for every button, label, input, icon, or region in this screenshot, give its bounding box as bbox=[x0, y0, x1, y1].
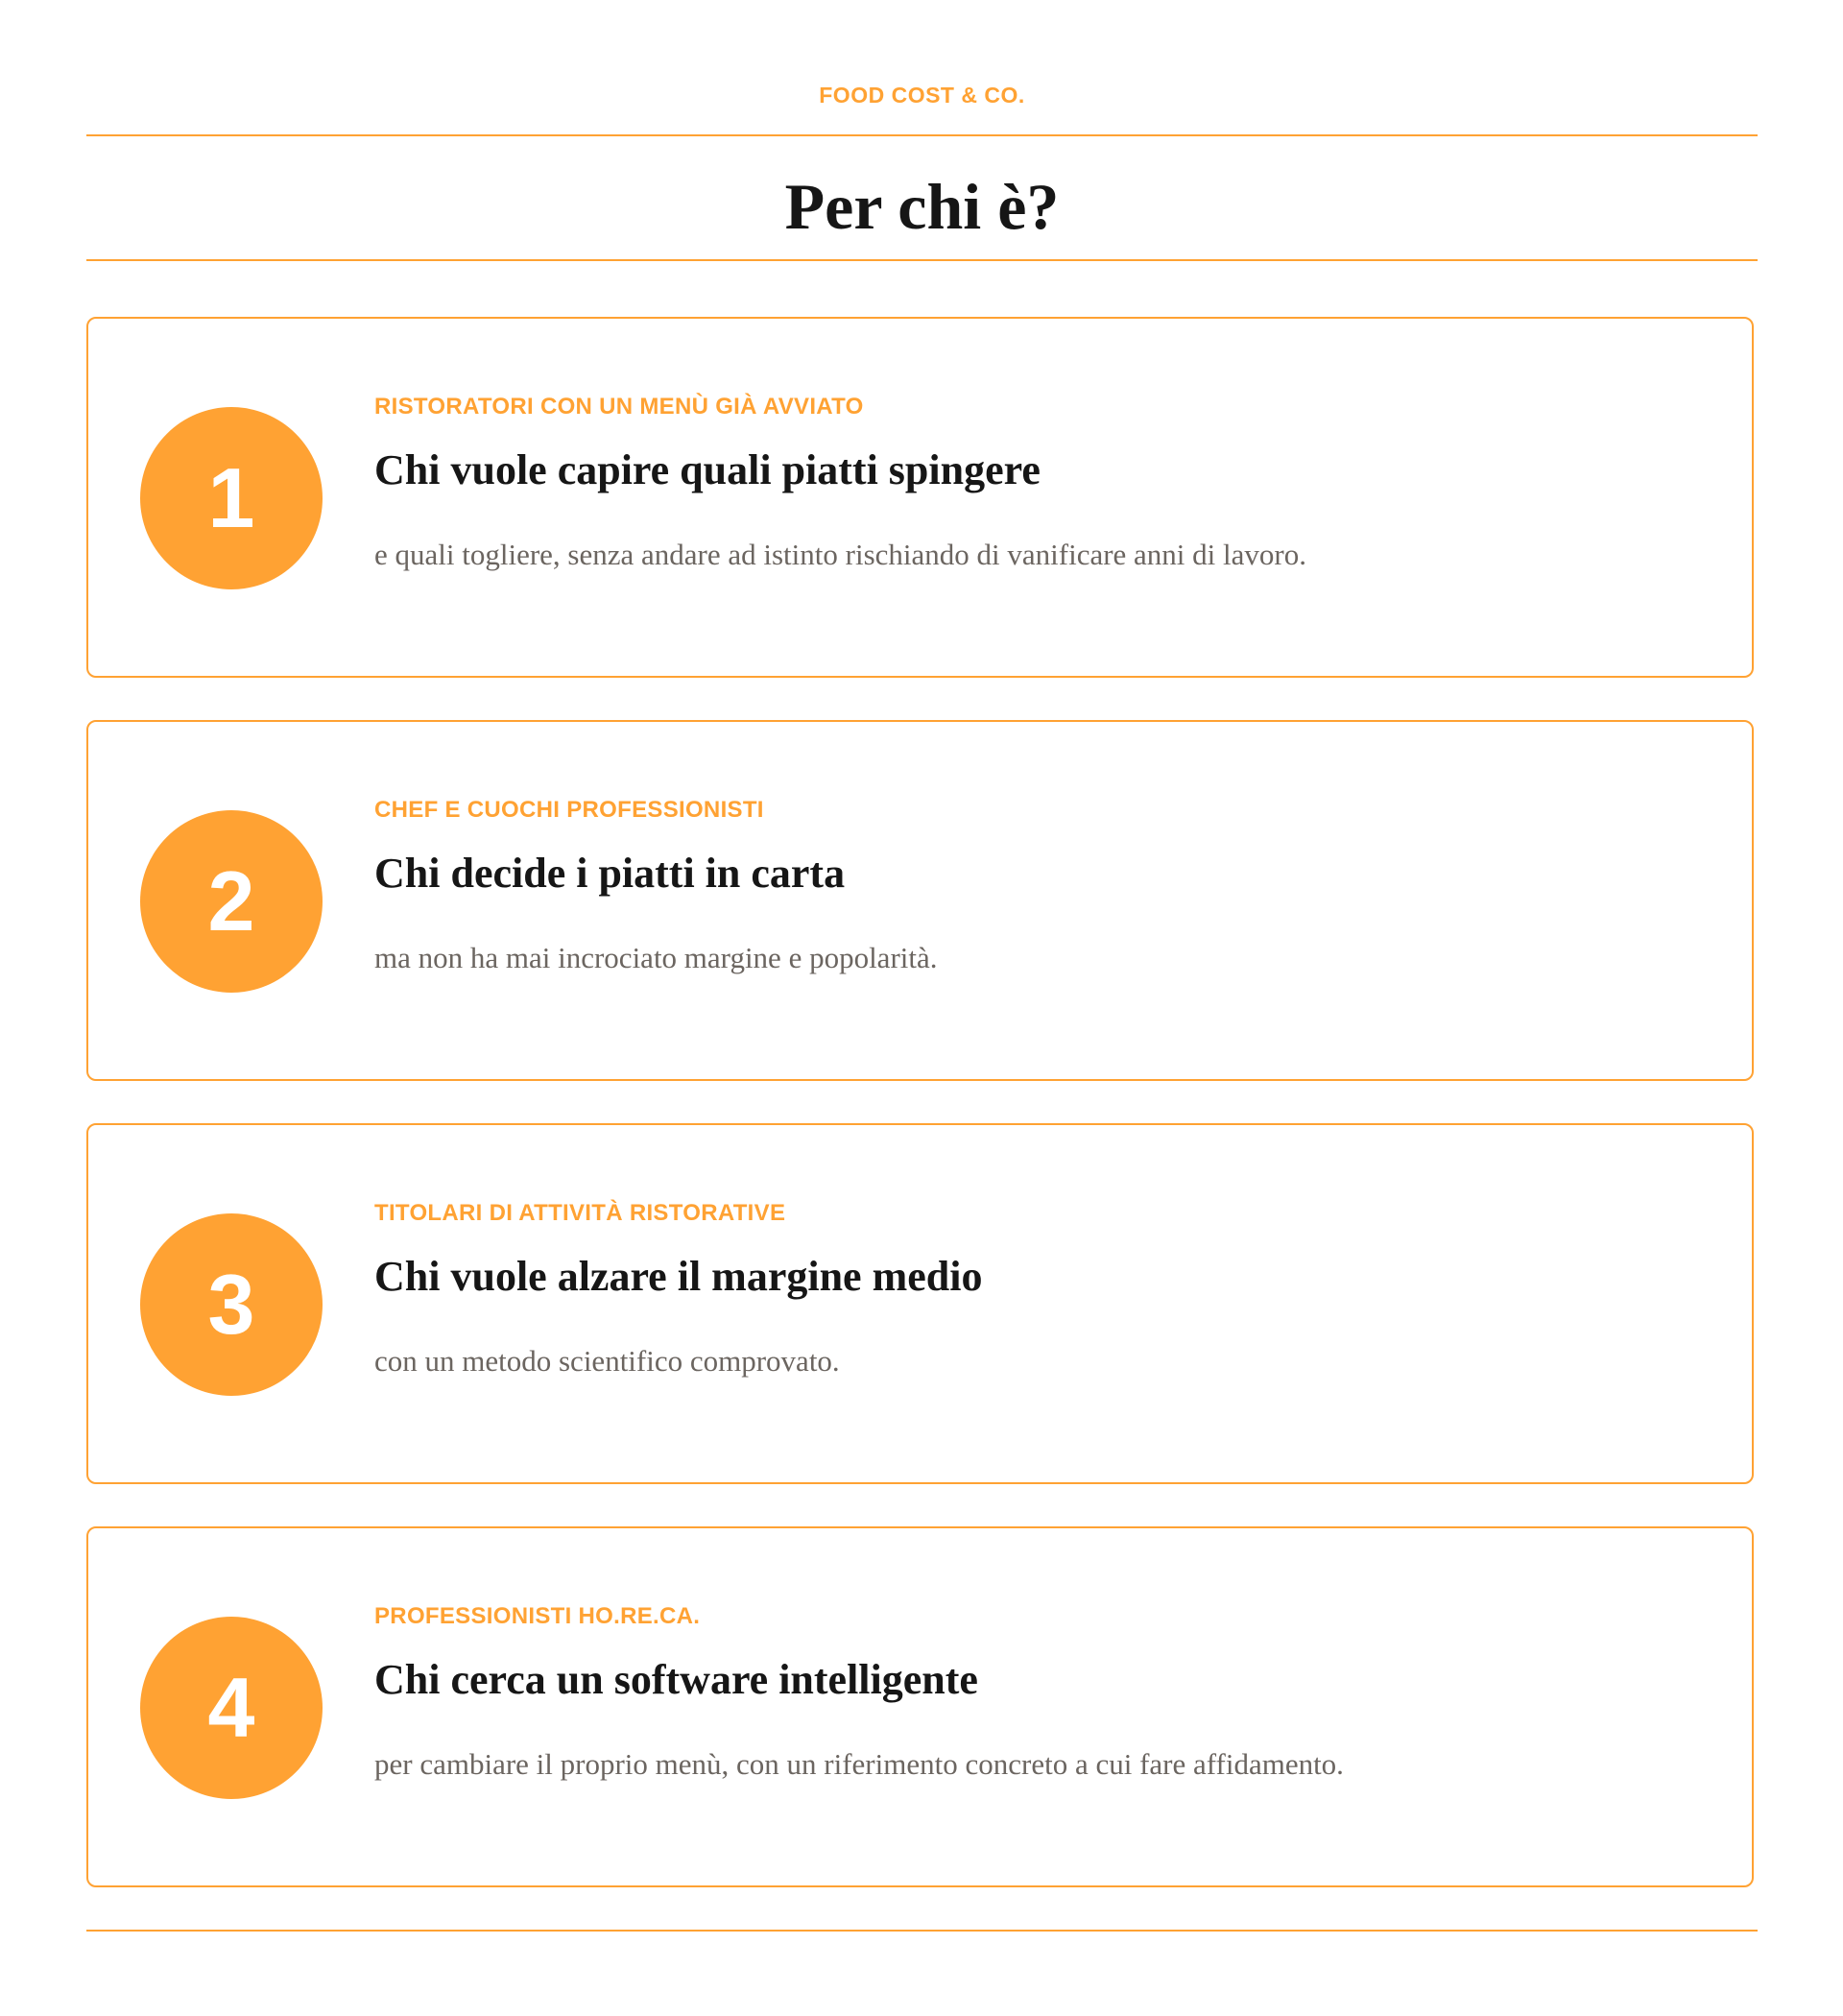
bottom-divider bbox=[86, 1930, 1758, 1932]
number-badge: 4 bbox=[140, 1617, 323, 1799]
title-divider bbox=[86, 259, 1758, 261]
card-heading: Chi decide i piatti in carta bbox=[374, 850, 846, 897]
audience-card-4 bbox=[86, 1526, 1754, 1887]
card-heading: Chi cerca un software intelligente bbox=[374, 1656, 978, 1703]
audience-card-1 bbox=[86, 317, 1754, 678]
brand-label: FOOD COST & CO. bbox=[819, 83, 1025, 108]
card-description: per cambiare il proprio menù, con un riferimento concreto a cui fare affidamento. bbox=[374, 1747, 1344, 1781]
audience-card-2 bbox=[86, 720, 1754, 1081]
card-heading: Chi vuole alzare il margine medio bbox=[374, 1253, 983, 1300]
card-heading: Chi vuole capire quali piatti spingere bbox=[374, 446, 1041, 493]
card-kicker: RISTORATORI CON UN MENÙ GIÀ AVVIATO bbox=[374, 394, 864, 420]
card-kicker: CHEF E CUOCHI PROFESSIONISTI bbox=[374, 797, 764, 823]
card-description: e quali togliere, senza andare ad istinto rischiando di vanificare anni di lavoro. bbox=[374, 538, 1306, 571]
card-description: ma non ha mai incrociato margine e popolarità. bbox=[374, 941, 938, 974]
number-badge: 1 bbox=[140, 407, 323, 589]
card-description: con un metodo scientifico comprovato. bbox=[374, 1344, 840, 1378]
number-badge: 3 bbox=[140, 1213, 323, 1396]
audience-card-3 bbox=[86, 1123, 1754, 1484]
page-title: Per chi è? bbox=[784, 170, 1060, 243]
card-kicker: TITOLARI DI ATTIVITÀ RISTORATIVE bbox=[374, 1200, 786, 1226]
top-divider bbox=[86, 134, 1758, 136]
card-kicker: PROFESSIONISTI HO.RE.CA. bbox=[374, 1603, 701, 1629]
number-badge: 2 bbox=[140, 810, 323, 993]
